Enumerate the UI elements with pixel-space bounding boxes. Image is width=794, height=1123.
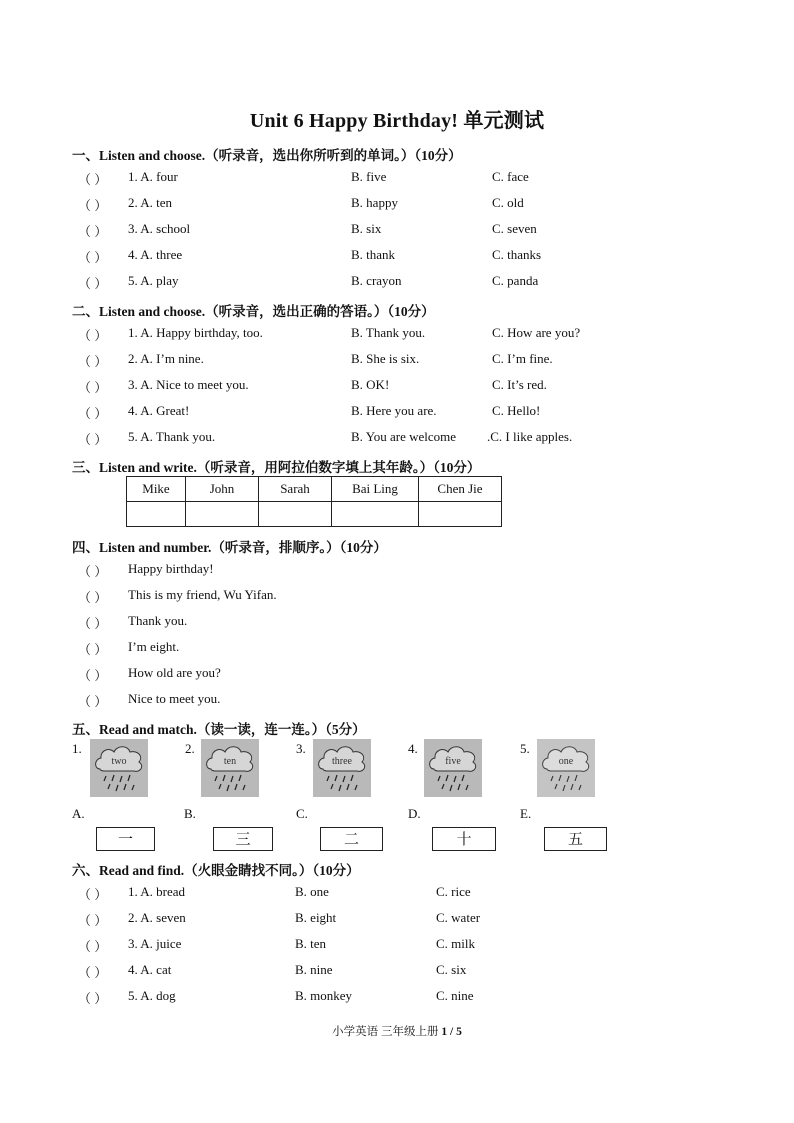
option-a: 1. A. four (128, 169, 178, 184)
cloud-word: three (332, 756, 352, 767)
option-b: B. thank (351, 247, 396, 262)
option-b: B. one (295, 884, 329, 899)
age-answer-cell[interactable] (127, 502, 186, 527)
answer-blank[interactable]: （ ） (78, 694, 108, 709)
answer-blank[interactable]: （ ） (78, 198, 108, 213)
option-c: C. How are you? (492, 325, 581, 340)
answer-blank[interactable]: （ ） (78, 406, 108, 421)
option-b: B. six (351, 221, 382, 236)
age-row (127, 502, 502, 527)
cloud-word: one (558, 756, 574, 767)
chinese-numeral-box[interactable]: 五 (544, 827, 607, 851)
page-number: 1 / 5 (441, 1026, 462, 1038)
option-c: C. Hello! (492, 403, 541, 418)
cloud-word: two (111, 756, 127, 767)
page-title: Unit 6 Happy Birthday! 单元测试 (249, 110, 545, 132)
option-a: 3. A. juice (128, 936, 182, 951)
section5-heading: 五、Read and match.（读一读，连一连。）（5分） (72, 722, 366, 737)
cloud-word: ten (223, 756, 237, 767)
match-letter: C. (296, 806, 308, 821)
option-c: C. six (436, 962, 467, 977)
name-cell: Bai Ling (332, 477, 419, 502)
option-a: 5. A. play (128, 273, 179, 288)
name-cell: Chen Jie (419, 477, 502, 502)
option-b: B. five (351, 169, 387, 184)
picture-number: 2. (185, 741, 195, 756)
option-a: 2. A. ten (128, 195, 173, 210)
option-a: 1. A. bread (128, 884, 186, 899)
chinese-numeral-box[interactable]: 一 (96, 827, 155, 851)
age-table (126, 476, 502, 527)
option-a: 2. A. I’m nine. (128, 351, 204, 366)
cloud-word: five (445, 756, 461, 767)
answer-blank[interactable]: （ ） (78, 172, 108, 187)
section1-heading: 一、Listen and choose.（听录音，选出你所听到的单词。）（10分） (72, 148, 462, 163)
match-letter: B. (184, 806, 196, 821)
option-c: C. water (436, 910, 481, 925)
option-c: C. It’s red. (492, 377, 547, 392)
answer-blank[interactable]: （ ） (78, 913, 108, 928)
option-c: C. panda (492, 273, 539, 288)
match-letter: E. (520, 806, 532, 821)
option-c: C. rice (436, 884, 471, 899)
rain-cloud-icon (537, 739, 595, 797)
answer-blank[interactable]: （ ） (78, 224, 108, 239)
option-a: 3. A. Nice to meet you. (128, 377, 249, 392)
option-a: 4. A. cat (128, 962, 172, 977)
rain-cloud-icon (90, 739, 148, 797)
option-b: B. crayon (351, 273, 402, 288)
answer-blank[interactable]: （ ） (78, 939, 108, 954)
answer-blank[interactable]: （ ） (78, 887, 108, 902)
option-b: B. Thank you. (351, 325, 426, 340)
option-c: C. milk (436, 936, 476, 951)
sentence: How old are you? (128, 665, 221, 680)
answer-blank[interactable]: （ ） (78, 432, 108, 447)
answer-blank[interactable]: （ ） (78, 380, 108, 395)
answer-blank[interactable]: （ ） (78, 991, 108, 1006)
picture-number: 3. (296, 741, 306, 756)
section2-heading: 二、Listen and choose.（听录音，选出正确的答语。）（10分） (72, 304, 435, 319)
option-a: 4. A. Great! (128, 403, 190, 418)
option-b: B. nine (295, 962, 333, 977)
rain-cloud-icon (201, 739, 259, 797)
age-answer-cell[interactable] (332, 502, 419, 527)
option-b: B. Here you are. (351, 403, 437, 418)
age-answer-cell[interactable] (259, 502, 332, 527)
option-c: .C. I like apples. (487, 429, 573, 444)
rain-cloud-picture-1[interactable] (90, 739, 148, 797)
name-row (127, 477, 502, 502)
rain-cloud-icon (424, 739, 482, 797)
option-b: B. happy (351, 195, 398, 210)
option-b: B. monkey (295, 988, 353, 1003)
option-c: C. old (492, 195, 524, 210)
chinese-numeral-box[interactable]: 三 (213, 827, 273, 851)
page-footer (0, 1023, 794, 1039)
option-a: 3. A. school (128, 221, 191, 236)
answer-blank[interactable]: （ ） (78, 642, 108, 657)
match-letter: D. (408, 806, 421, 821)
sentence: This is my friend, Wu Yifan. (128, 587, 277, 602)
sentence: Nice to meet you. (128, 691, 221, 706)
sentence: I’m eight. (128, 639, 180, 654)
rain-cloud-icon (313, 739, 371, 797)
sentence: Thank you. (128, 613, 188, 628)
answer-blank[interactable]: （ ） (78, 354, 108, 369)
age-answer-cell[interactable] (186, 502, 259, 527)
chinese-numeral-box[interactable]: 二 (320, 827, 383, 851)
age-answer-cell[interactable] (419, 502, 502, 527)
option-c: C. seven (492, 221, 537, 236)
rain-cloud-picture-5[interactable] (537, 739, 595, 797)
option-a: 2. A. seven (128, 910, 186, 925)
answer-blank[interactable]: （ ） (78, 590, 108, 605)
name-cell: John (186, 477, 259, 502)
option-c: C. nine (436, 988, 474, 1003)
option-c: C. face (492, 169, 529, 184)
chinese-numeral-box[interactable]: 十 (432, 827, 496, 851)
option-b: B. She is six. (351, 351, 420, 366)
rain-cloud-picture-2[interactable] (201, 739, 259, 797)
option-a: 1. A. Happy birthday, too. (128, 325, 263, 340)
answer-blank[interactable]: （ ） (78, 250, 108, 265)
option-b: B. OK! (351, 377, 390, 392)
sentence: Happy birthday! (128, 561, 214, 576)
picture-number: 4. (408, 741, 418, 756)
name-cell: Sarah (259, 477, 332, 502)
option-c: C. thanks (492, 247, 542, 262)
answer-blank[interactable]: （ ） (78, 965, 108, 980)
option-a: 5. A. dog (128, 988, 176, 1003)
name-cell: Mike (127, 477, 186, 502)
rain-cloud-picture-4[interactable] (424, 739, 482, 797)
rain-cloud-picture-3[interactable] (313, 739, 371, 797)
picture-number: 1. (72, 741, 82, 756)
option-b: B. ten (295, 936, 327, 951)
option-c: C. I’m fine. (492, 351, 553, 366)
section6-heading: 六、Read and find.（火眼金睛找不同。）（10分） (72, 863, 360, 878)
answer-blank[interactable]: （ ） (78, 276, 108, 291)
answer-blank[interactable]: （ ） (78, 564, 108, 579)
section4-heading: 四、Listen and number.（听录音，排顺序。）（10分） (72, 540, 387, 555)
picture-number: 5. (520, 741, 530, 756)
footer-text: 小学英语 三年级上册 (332, 1026, 442, 1038)
answer-blank[interactable]: （ ） (78, 668, 108, 683)
option-b: B. eight (295, 910, 337, 925)
option-a: 5. A. Thank you. (128, 429, 216, 444)
match-letter: A. (72, 806, 85, 821)
answer-blank[interactable]: （ ） (78, 328, 108, 343)
option-b: B. You are welcome (351, 429, 457, 444)
answer-blank[interactable]: （ ） (78, 616, 108, 631)
option-a: 4. A. three (128, 247, 183, 262)
section3-heading: 三、Listen and write.（听录音，用阿拉伯数字填上其年龄。）（10分） (72, 460, 481, 475)
